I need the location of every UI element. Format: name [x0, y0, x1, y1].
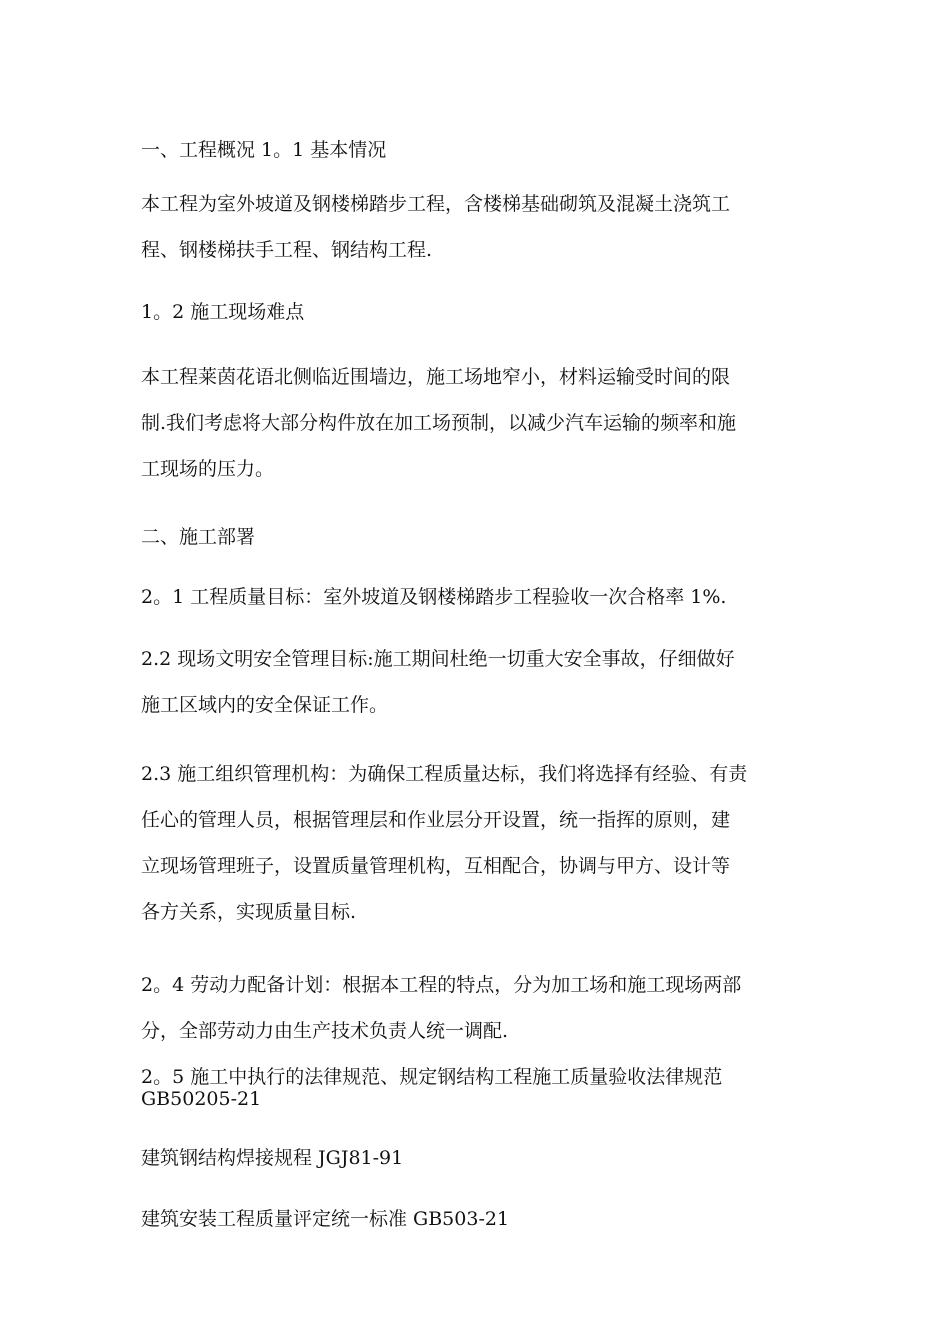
text-line: 各方关系，实现质量目标. — [141, 901, 357, 923]
text-line: 1。2 施工现场难点 — [141, 301, 305, 323]
heading-construction-deployment — [141, 514, 831, 560]
text-line: 制.我们考虑将大部分构件放在加工场预制，以减少汽车运输的频率和施 — [141, 412, 737, 434]
text-line: 二、施工部署 — [141, 526, 256, 548]
text-line: 建筑钢结构焊接规程 JGJ81-91 — [141, 1147, 404, 1169]
text-line: 工现场的压力。 — [141, 458, 275, 480]
text-line: 分，全部劳动力由生产技术负责人统一调配. — [141, 1020, 509, 1042]
paragraph-welding-code — [141, 1147, 831, 1169]
paragraph-site-difficulties — [141, 354, 831, 492]
paragraph-quality-target — [141, 574, 831, 620]
paragraph-project-scope — [141, 181, 831, 273]
heading-project-overview — [141, 127, 831, 173]
text-line: 2。1 工程质量目标：室外坡道及钢楼梯踏步工程验收一次合格率 1%. — [141, 586, 727, 608]
text-line: 2.3 施工组织管理机构：为确保工程质量达标，我们将选择有经验、有责 — [141, 763, 748, 785]
text-line: 立现场管理班子，设置质量管理机构，互相配合，协调与甲方、设计等 — [141, 855, 731, 877]
text-line: 任心的管理人员，根据管理层和作业层分开设置，统一指挥的原则，建 — [141, 809, 731, 831]
text-line: 一、工程概况 1。1 基本情况 — [141, 139, 387, 161]
paragraph-safety-target — [141, 636, 831, 728]
text-line: 2.2 现场文明安全管理目标:施工期间杜绝一切重大安全事故，仔细做好 — [141, 648, 735, 670]
paragraph-labor-plan — [141, 962, 831, 1054]
text-line: 2。4 劳动力配备计划：根据本工程的特点，分为加工场和施工现场两部 — [141, 974, 742, 996]
paragraph-applicable-codes — [141, 1066, 831, 1110]
text-line: 建筑安装工程质量评定统一标准 GB503-21 — [141, 1208, 510, 1230]
text-line: 2。5 施工中执行的法律规范、规定钢结构工程施工质量验收法律规范 — [141, 1066, 723, 1088]
paragraph-quality-standard — [141, 1208, 831, 1230]
text-line: 程、钢楼梯扶手工程、钢结构工程. — [141, 239, 433, 261]
text-line: GB50205-21 — [141, 1088, 262, 1110]
paragraph-management-organization — [141, 751, 831, 935]
heading-site-difficulties — [141, 289, 831, 335]
text-line: 本工程莱茵花语北侧临近围墙边，施工场地窄小，材料运输受时间的限 — [141, 366, 731, 388]
text-line: 施工区域内的安全保证工作。 — [141, 694, 389, 716]
text-line: 本工程为室外坡道及钢楼梯踏步工程，含楼梯基础砌筑及混凝土浇筑工 — [141, 193, 731, 215]
